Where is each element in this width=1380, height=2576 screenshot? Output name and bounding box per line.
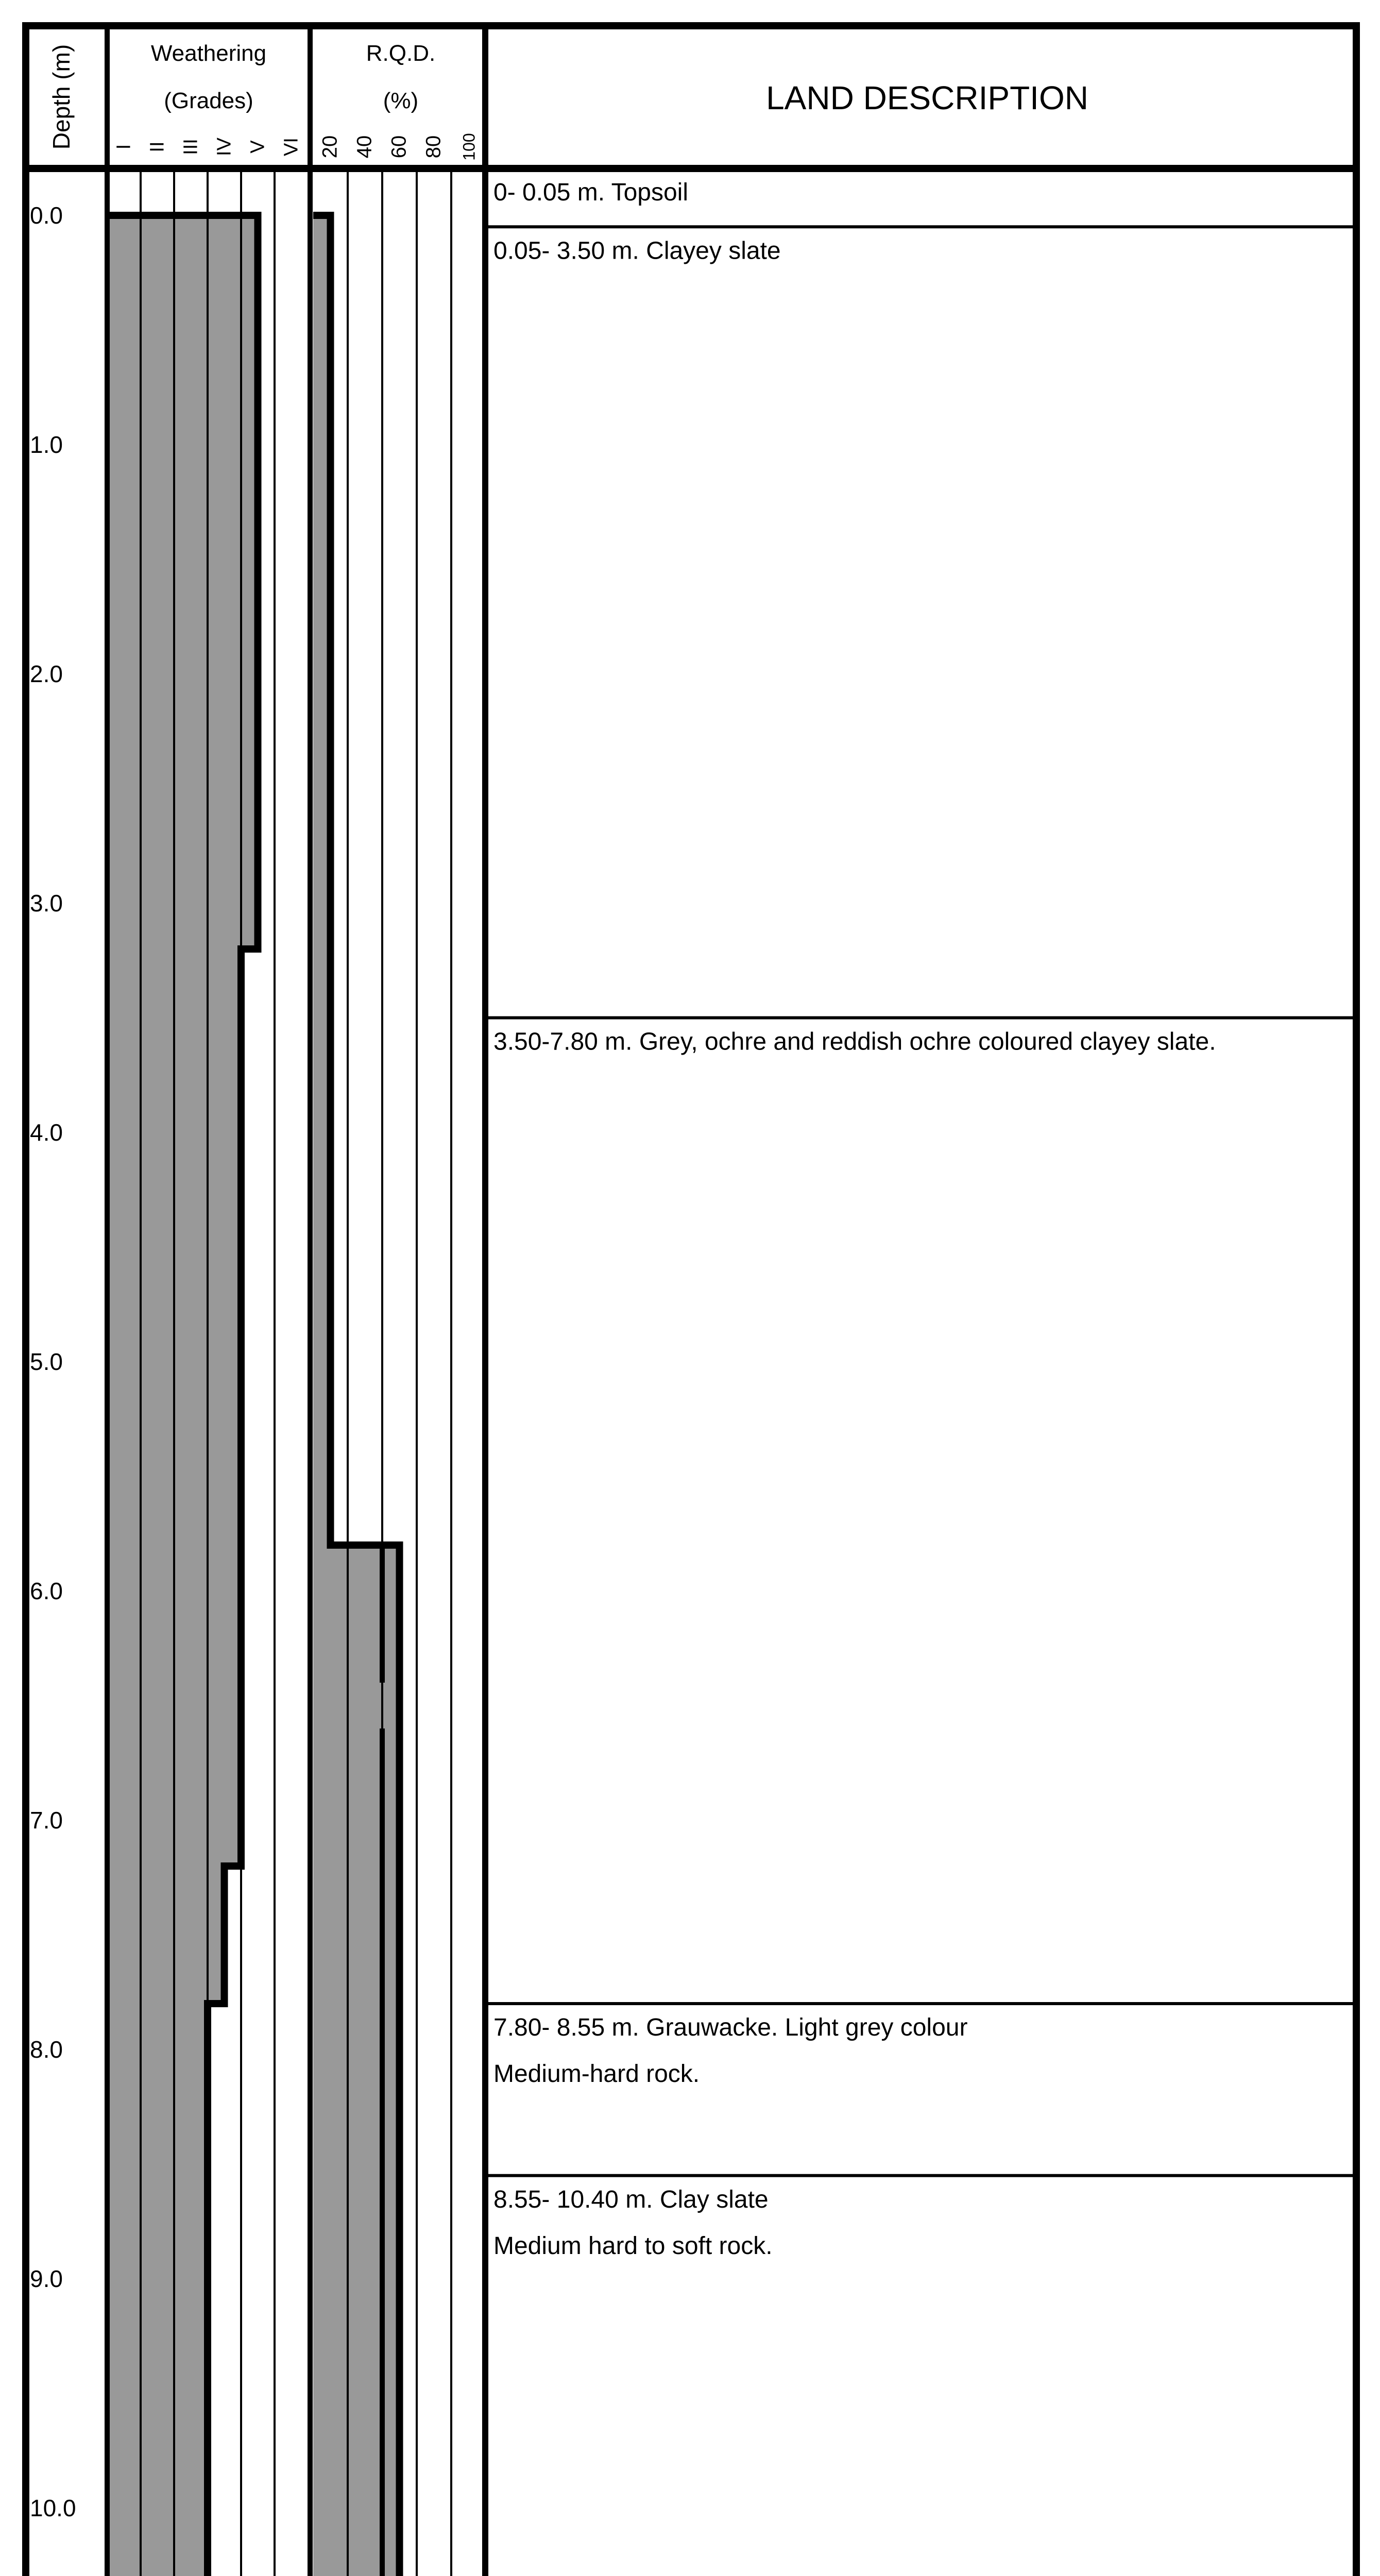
depth-tick-label: 7.0 <box>30 1807 63 1834</box>
rqd-fill-segment <box>313 1545 400 2576</box>
rqd-tick-label: 100 <box>459 133 479 161</box>
depth-tick-label: 0.0 <box>30 202 63 229</box>
depth-tick-label: 5.0 <box>30 1348 63 1375</box>
rqd-tick-label: 60 <box>387 135 411 159</box>
depth-tick-label: 9.0 <box>30 2265 63 2292</box>
weathering-grade-label: IV <box>213 138 235 156</box>
rqd-tick-label: 40 <box>353 135 376 159</box>
depth-tick-label: 6.0 <box>30 1578 63 1604</box>
depth-tick-label: 1.0 <box>30 431 63 458</box>
stratum-description: 0.05- 3.50 m. Clayey slate <box>493 237 781 265</box>
stratum-description: 3.50-7.80 m. Grey, ochre and reddish ochre coloured clayey slate. <box>493 1028 1216 1056</box>
depth-tick-label: 2.0 <box>30 660 63 687</box>
weathering-grade-label: III <box>180 139 202 155</box>
depth-tick-label: 10.0 <box>30 2495 76 2521</box>
stratum-description: 8.55- 10.40 m. Clay slate <box>493 2185 769 2213</box>
stratum-description: Medium hard to soft rock. <box>493 2232 773 2260</box>
weathering-title: Weathering <box>150 41 267 66</box>
weathering-fill-segment <box>107 215 258 949</box>
weathering-grade-label: VI <box>280 138 302 156</box>
land-description-title: LAND DESCRIPTION <box>766 79 1088 116</box>
weathering-grade-label: II <box>146 141 168 152</box>
weathering-fill-segment <box>107 2004 208 2576</box>
stratum-description: Medium-hard rock. <box>493 2060 700 2088</box>
weathering-subtitle: (Grades) <box>164 88 253 113</box>
depth-tick-label: 8.0 <box>30 2036 63 2063</box>
rqd-title: R.Q.D. <box>366 41 436 66</box>
rqd-subtitle: (%) <box>383 88 419 113</box>
stratum-description: 7.80- 8.55 m. Grauwacke. Light grey colour <box>493 2014 968 2041</box>
weathering-grade-label: I <box>113 144 135 150</box>
depth-header: Depth (m) <box>48 44 75 150</box>
depth-tick-label: 4.0 <box>30 1119 63 1146</box>
depth-tick-label: 3.0 <box>30 890 63 917</box>
rqd-tick-label: 80 <box>422 135 445 159</box>
weathering-grade-label: V <box>247 140 269 154</box>
stratum-description: 0- 0.05 m. Topsoil <box>493 179 688 206</box>
rqd-tick-label: 20 <box>318 135 342 159</box>
